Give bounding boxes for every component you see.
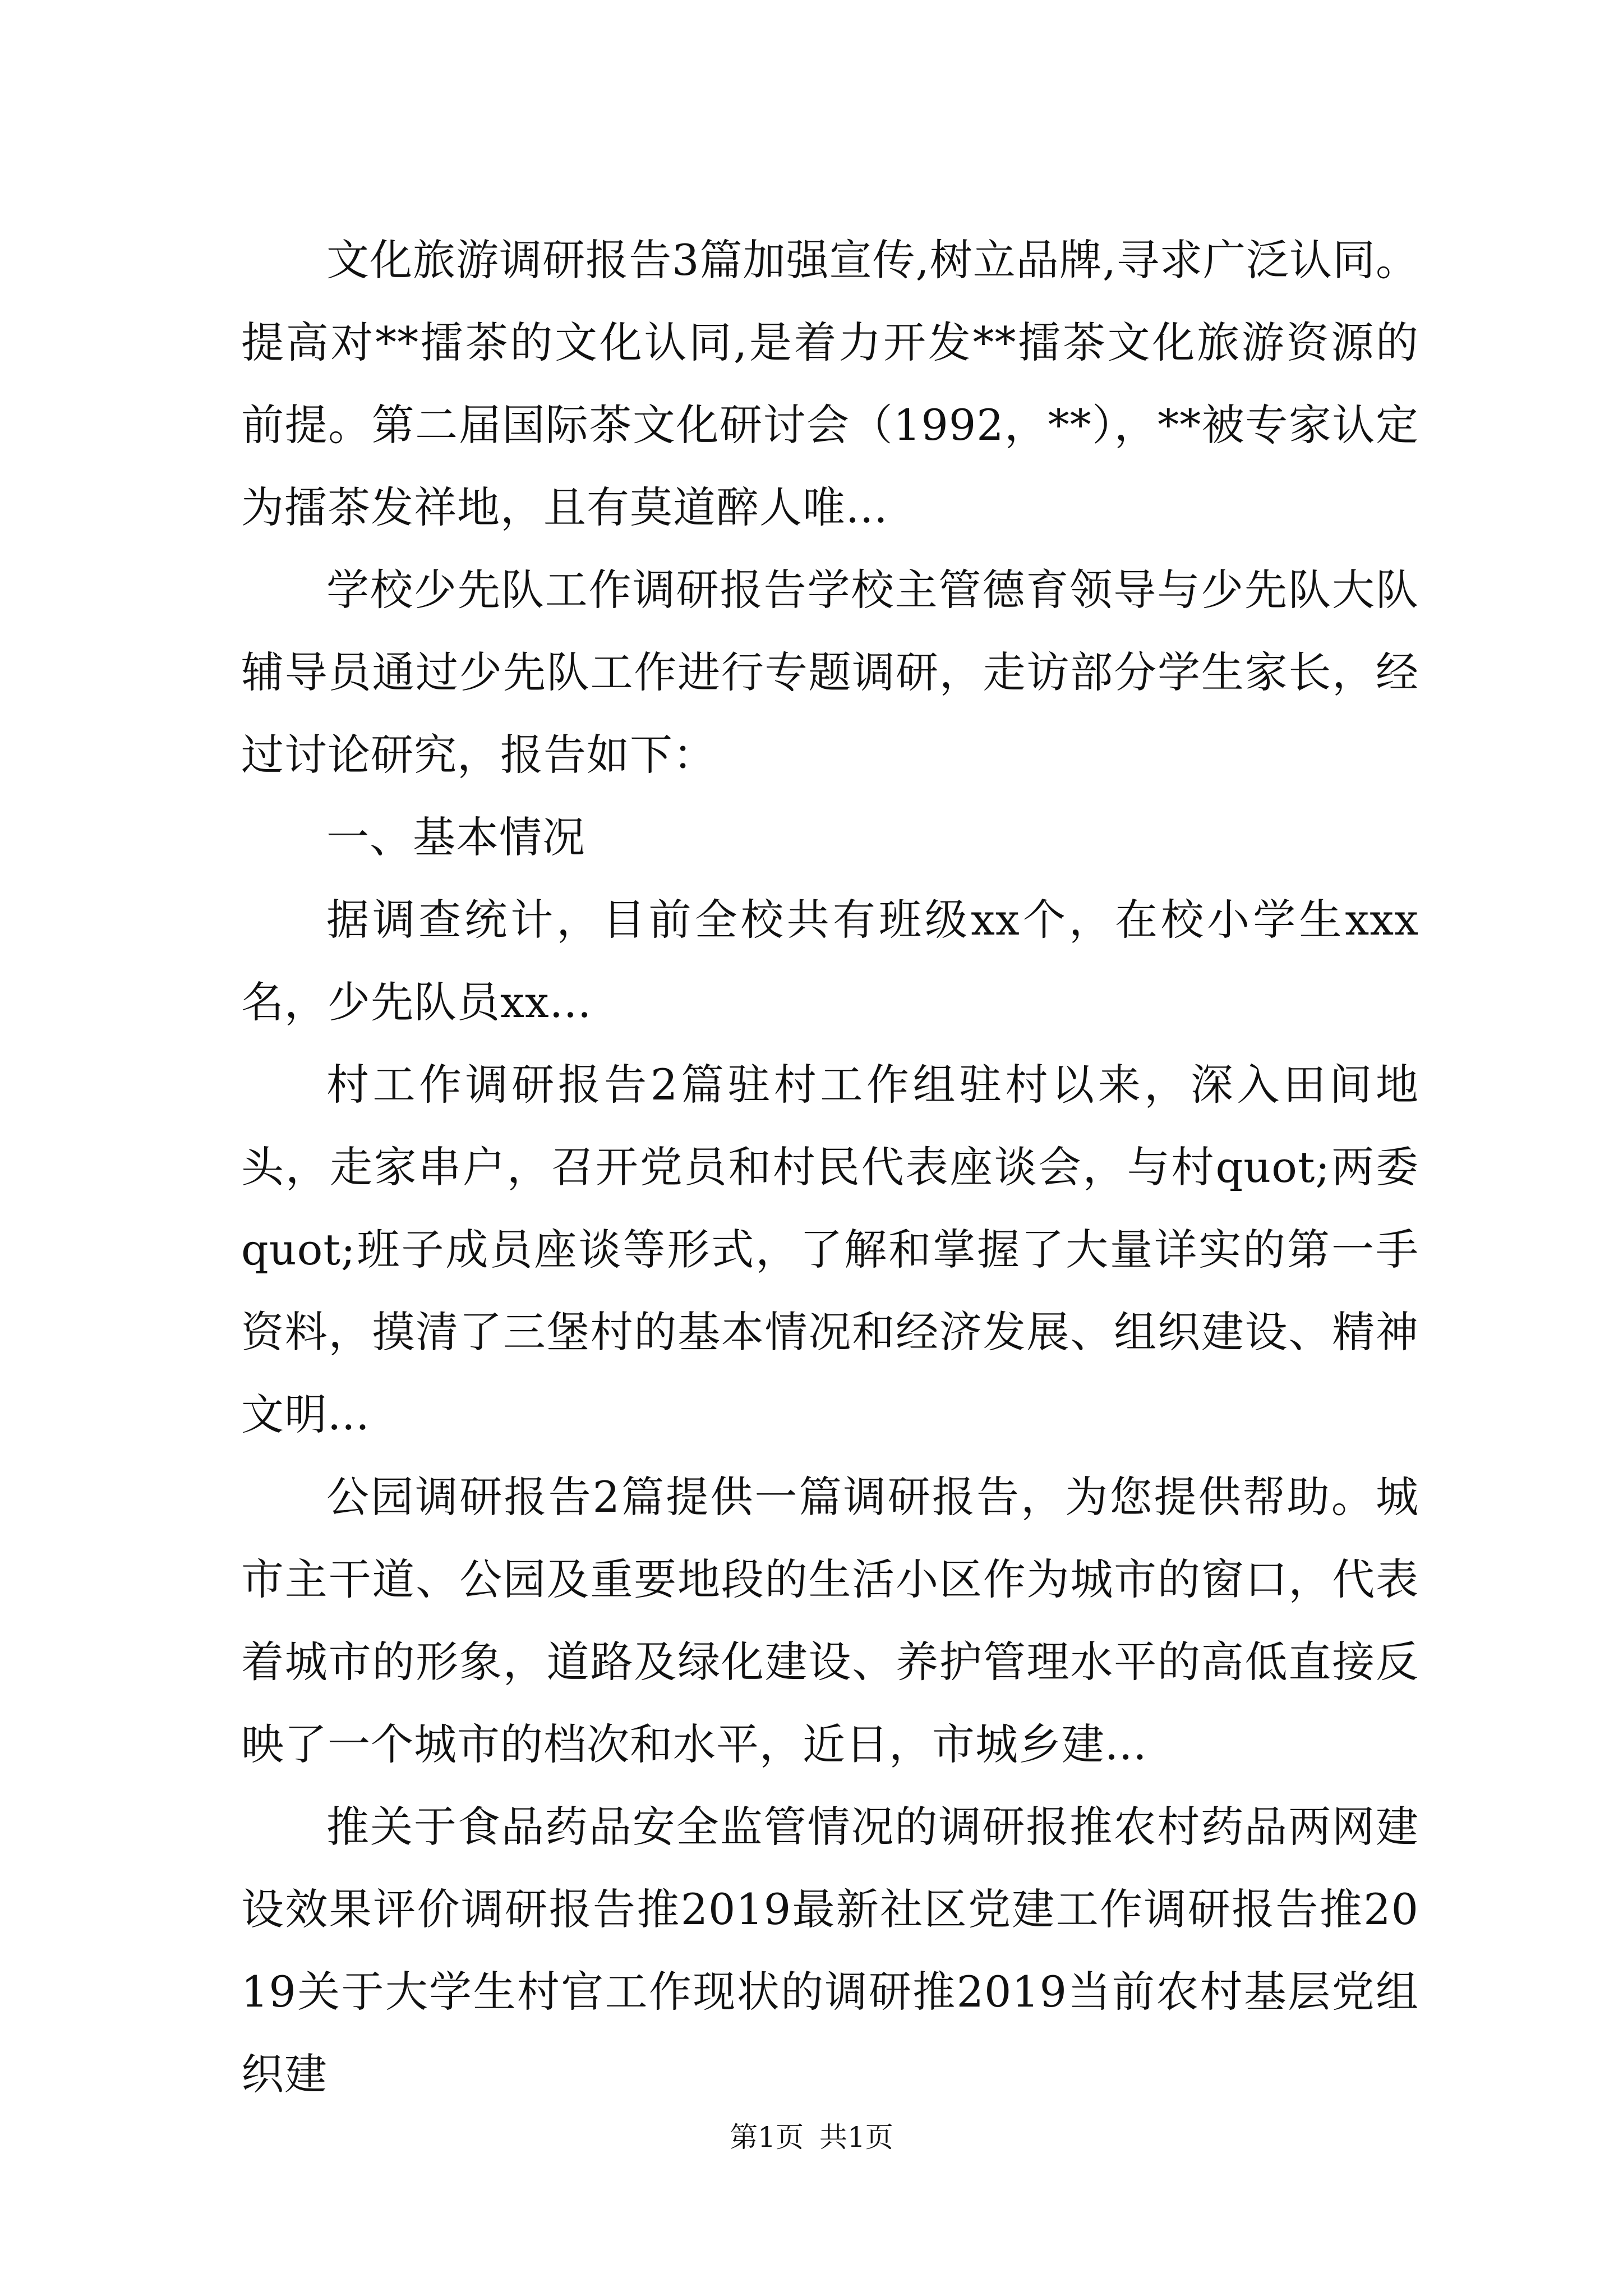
page-total: 共1页 [819, 2121, 893, 2154]
paragraph-village-work: 村工作调研报告2篇驻村工作组驻村以来，深入田间地头，走家串户，召开党员和村民代表座谈会，与村quot;两委quot;班子成员座谈等形式，了解和掌握了大量详实的第一手资料，摸清了三堡村的基本情况和经济发展、组织建设、精神文明... [241, 1060, 1419, 1439]
section-heading-basic-situation: 一、基本情况 [326, 812, 585, 862]
paragraph-park-report: 公园调研报告2篇提供一篇调研报告，为您提供帮助。城市主干道、公园及重要地段的生活小区作为城市的窗口，代表着城市的形象，道路及绿化建设、养护管理水平的高低直接反映了一个城市的档次和水平，近日，市城乡建... [241, 1472, 1419, 1769]
page-number: 第1页 [730, 2121, 804, 2154]
paragraph-young-pioneers: 学校少先队工作调研报告学校主管德育领导与少先队大队辅导员通过少先队工作进行专题调研，走访部分学生家长，经过讨论研究，报告如下： [241, 565, 1419, 780]
paragraph-culture-tourism: 文化旅游调研报告3篇加强宣传,树立品牌,寻求广泛认同。提高对**擂茶的文化认同,是着力开发**擂茶文化旅游资源的前提。第二届国际茶文化研讨会（1992，**），**被专家认定为擂茶发祥地，且有莫道醉人唯... [241, 235, 1419, 532]
document-body [241, 219, 1419, 2115]
paragraph-statistics: 据调查统计，目前全校共有班级xx个，在校小学生xxx名，少先队员xx... [241, 895, 1419, 1027]
page-footer [0, 2120, 1623, 2154]
paragraph-recommended-reports: 推关于食品药品安全监管情况的调研报推农村药品两网建设效果评价调研报告推2019最新社区党建工作调研报告推2019关于大学生村官工作现状的调研推2019当前农村基层党组织建 [241, 1802, 1419, 2099]
